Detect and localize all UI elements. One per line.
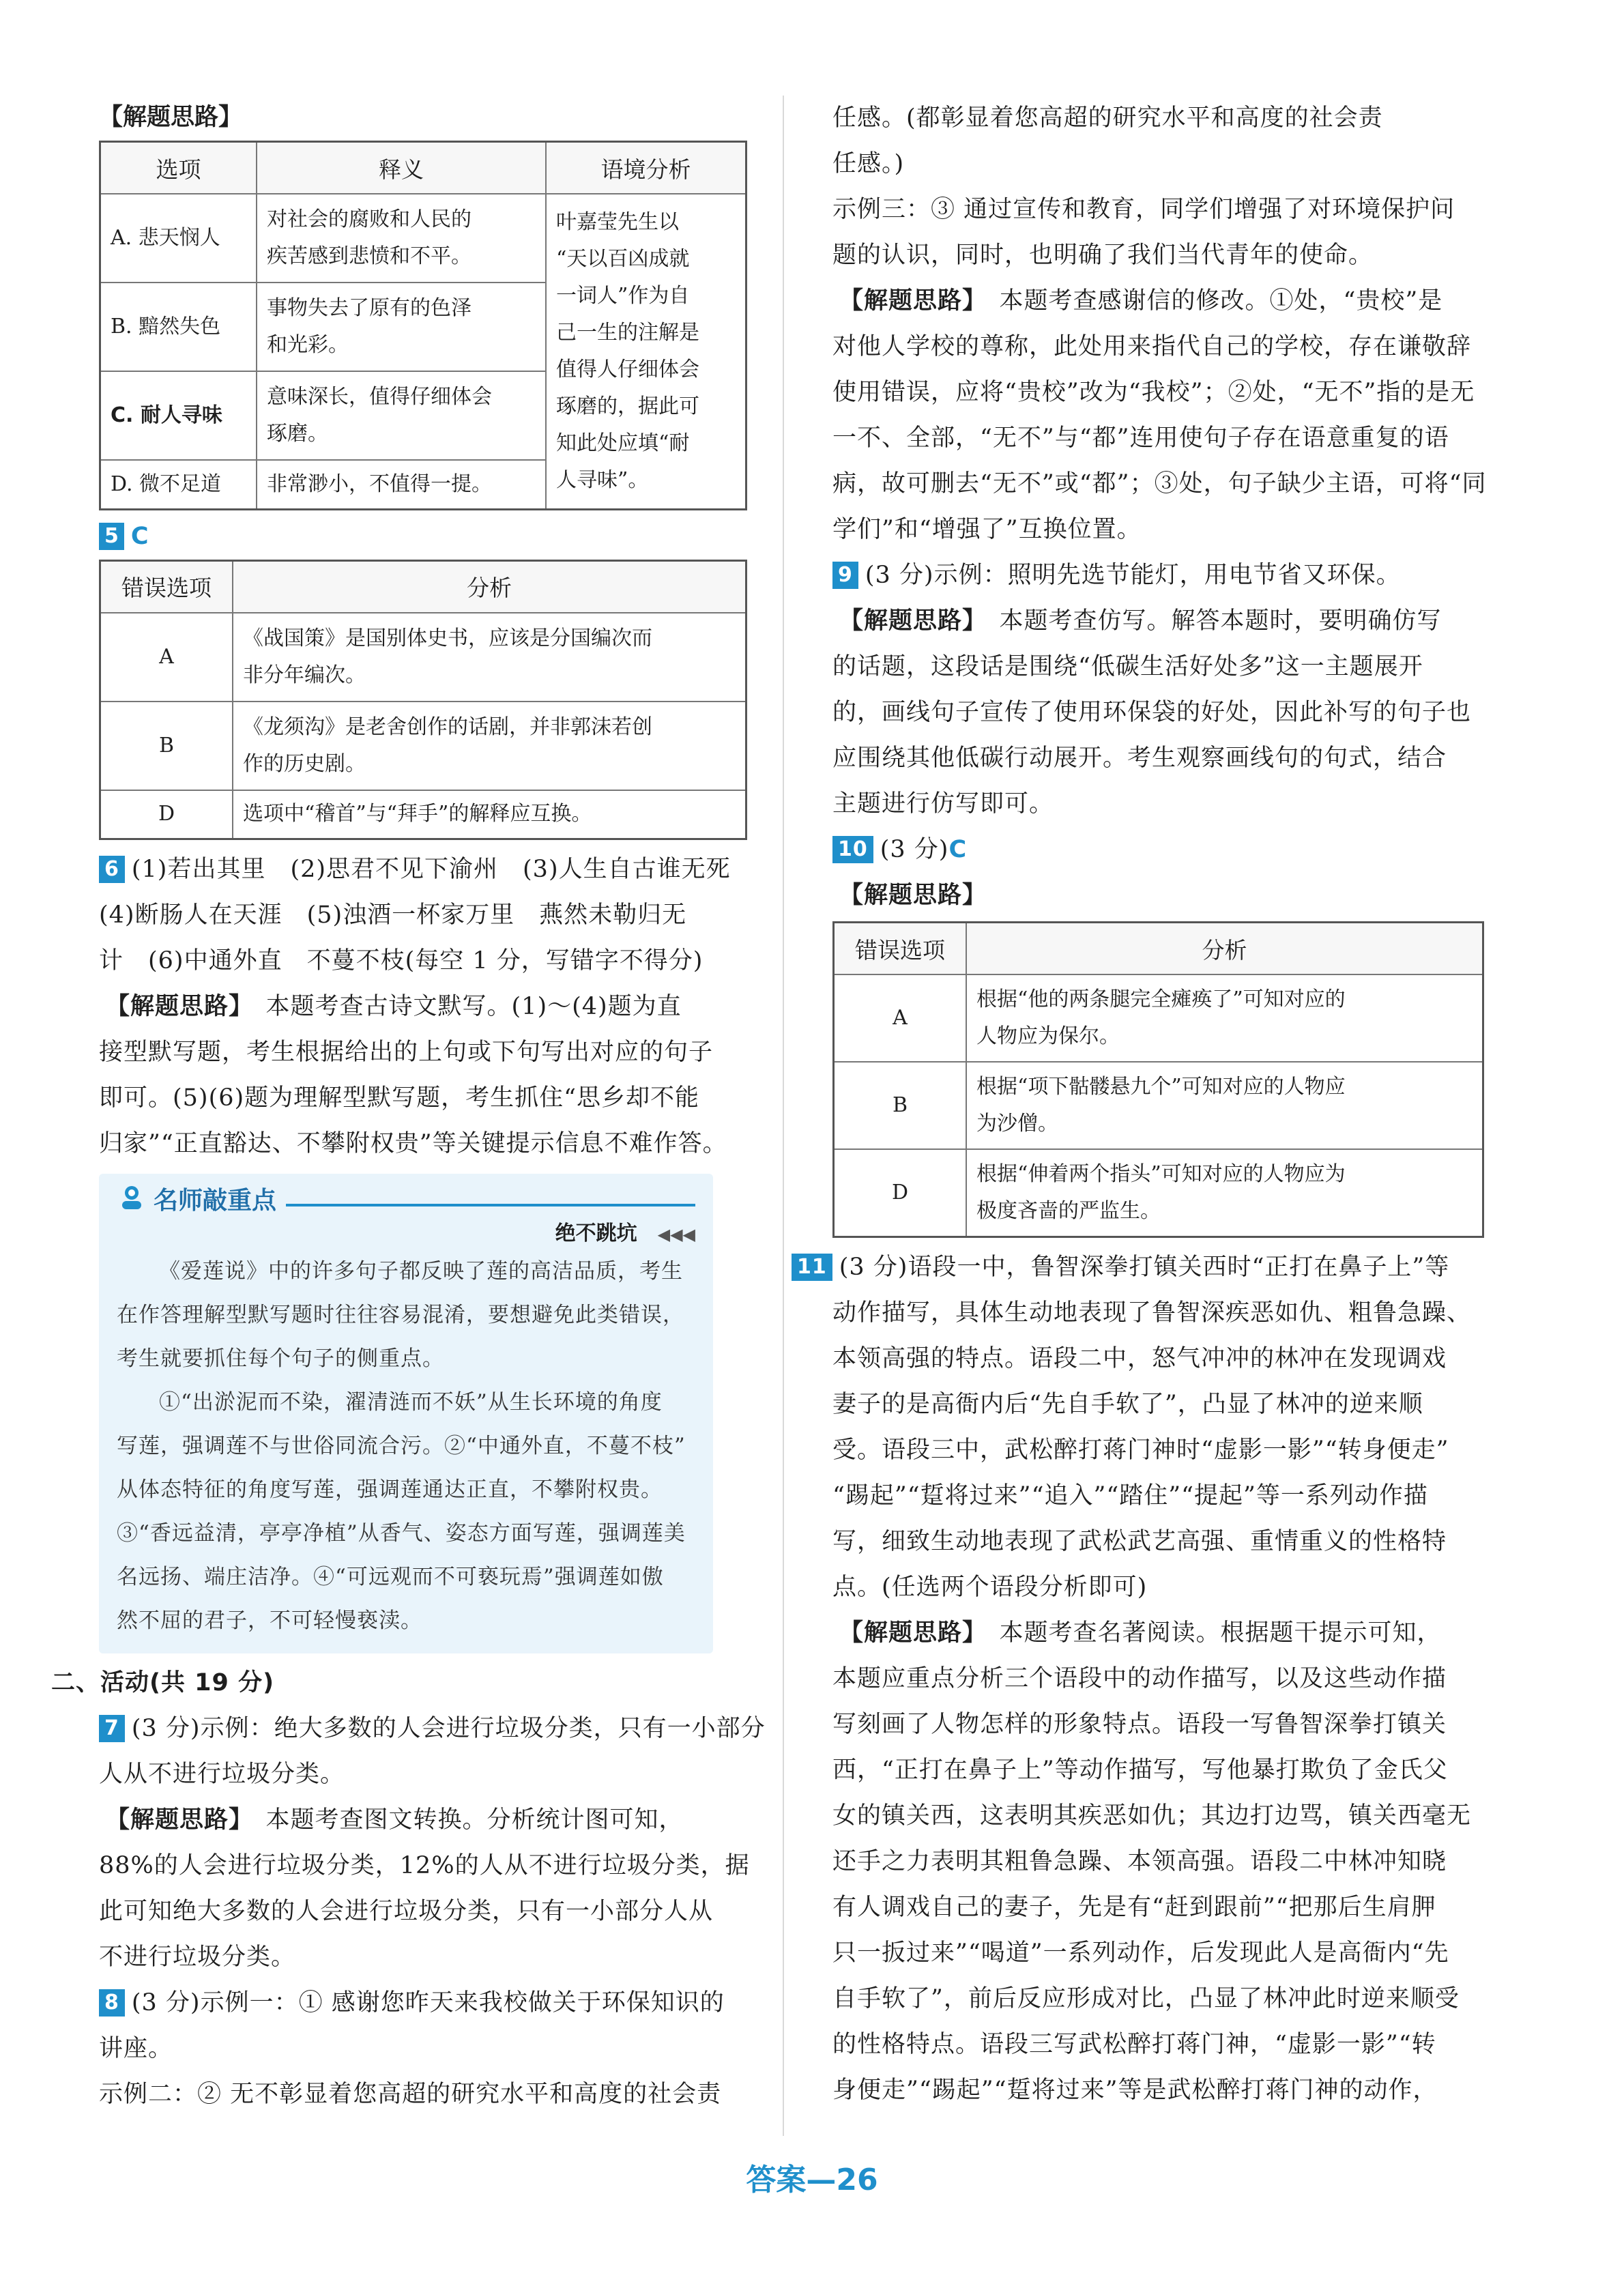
tip-line: 《爱莲说》中的许多句子都反映了莲的高洁品质，考生 [159, 1259, 683, 1284]
think-text: 本题考查名著阅读。根据题干提示可知， [974, 1619, 1442, 1647]
header-analysis: 语境分析 [546, 142, 746, 194]
table-row [100, 702, 746, 790]
definition-cell [257, 194, 546, 283]
q11-think-line: 有人调戏自己的妻子，先是有“赶到跟前”“把那后生肩胛 [832, 1893, 1436, 1921]
table-row [100, 613, 746, 702]
q11-line: 受。语段三中，武松醉打蒋门神时“虚影一影”“转身便走” [832, 1436, 1449, 1464]
think-text: 本题考查感谢信的修改。①处，“贵校”是 [974, 287, 1443, 315]
cell-line: 疾苦感到悲愤和不平。 [267, 244, 472, 268]
cell-line: 《战国策》是国别体史书，应该是分国编次而 [243, 626, 652, 650]
table-row [834, 974, 1483, 1062]
analysis-cell [966, 1149, 1483, 1237]
q6-line: 计 (6)中通外直 不蔓不枝(每空 1 分，写错字不得分) [99, 947, 704, 974]
question-number: 9 [832, 562, 858, 589]
table-header-row [100, 142, 746, 194]
question-number: 5 [99, 523, 124, 550]
q11-think-line: 还手之力表明其粗鲁急躁、本领高强。语段二中林冲知晓 [832, 1847, 1447, 1875]
q7-think-line: 88%的人会进行垃圾分类，12%的人从不进行垃圾分类，据 [99, 1852, 750, 1879]
tip-line: 写莲，强调莲不与世俗同流合污。②“中通外直，不蔓不枝” [117, 1434, 686, 1458]
q7-line: 人从不进行垃圾分类。 [99, 1761, 345, 1788]
q6-line [99, 847, 747, 893]
option-cell: D. 微不足道 [100, 460, 257, 509]
table-row [834, 1062, 1483, 1149]
tip-line: 考生就要抓住每个句子的侧重点。 [117, 1346, 444, 1371]
cell-line: 知此处应填“耐 [556, 431, 690, 455]
q10-answer: C [948, 836, 968, 863]
teacher-icon [117, 1182, 147, 1215]
analysis-cell [233, 702, 746, 790]
cell-line: 人寻味”。 [556, 467, 649, 492]
q8-line: 示例二：② 无不彰显着您高超的研究水平和高度的社会责 [99, 2081, 722, 2108]
q9-think-line: 主题进行仿写即可。 [832, 790, 1054, 818]
cell-line: 根据“伸着两个指头”可知对应的人物应为 [976, 1161, 1346, 1186]
q11-line: 写，细致生动地表现了武松武艺高强、重情重义的性格特 [832, 1527, 1447, 1555]
right-column [797, 96, 1487, 2113]
q9-line [832, 553, 1484, 598]
cell-line: 叶嘉莹先生以 [556, 209, 679, 234]
analysis-cell [546, 194, 746, 509]
q11-think [832, 1610, 1484, 1656]
think-text: 本题考查图文转换。分析统计图可知， [241, 1806, 684, 1834]
tip-title-rule [286, 1204, 695, 1206]
q9-think-line: 的，画线句子宣传了使用环保袋的好处，因此补写的句子也 [832, 699, 1472, 726]
q8-line: 题的认识，同时，也明确了我们当代青年的使命。 [832, 242, 1374, 269]
cell-line: 为沙僧。 [976, 1112, 1058, 1136]
cell-line: 琢磨的，据此可 [556, 394, 699, 418]
question-number: 10 [832, 836, 873, 863]
q10-table [832, 921, 1484, 1238]
option-cell: A. 悲天悯人 [100, 194, 257, 283]
definition-cell: 非常渺小，不值得一提。 [257, 460, 546, 509]
answer-text: (3 分)语段一中，鲁智深拳打镇关西时“正打在鼻子上”等 [839, 1253, 1450, 1281]
cell-line: 非分年编次。 [243, 663, 366, 687]
cell-line: 《龙须沟》是老舍创作的话剧，并非郭沫若创 [243, 714, 652, 739]
cell-line: 意味深长，值得仔细体会 [267, 385, 492, 409]
analysis-cell [966, 974, 1483, 1062]
option-cell: B [100, 702, 233, 790]
tip-line: 名远扬、端庄洁净。④“可远观而不可亵玩焉”强调莲如傲 [117, 1565, 664, 1589]
arrows-icon: ◀◀◀ [657, 1225, 695, 1244]
think-label: 【解题思路】 [839, 287, 975, 315]
cell-line: 己一生的注解是 [556, 320, 699, 345]
cell-line: 根据“他的两条腿完全瘫痪了”可知对应的 [976, 987, 1346, 1011]
q10-line [832, 827, 1484, 873]
q6-think-line: 接型默写题，考生根据给出的上句或下句写出对应的句子 [99, 1039, 714, 1066]
header-wrong-option: 错误选项 [834, 923, 967, 975]
q6-think [99, 984, 747, 1030]
answer-text: (3 分)示例：绝大多数的人会进行垃圾分类，只有一小部分 [131, 1715, 766, 1742]
q11-think-line: 身便走”“踢起”“踅将过来”等是武松醉打蒋门神的动作， [832, 2076, 1438, 2104]
section-heading: 二、活动(共 19 分) [51, 1669, 275, 1696]
question-number: 8 [99, 1989, 125, 2017]
definition-cell [257, 283, 546, 371]
column-divider [783, 96, 784, 2136]
option-cell: D [834, 1149, 967, 1237]
think-label: 【解题思路】 [106, 993, 242, 1020]
header-analysis: 分析 [233, 560, 746, 613]
q8-think-line: 学们”和“增强了”互换位置。 [832, 516, 1142, 543]
header-analysis: 分析 [966, 923, 1483, 975]
analysis-cell: 选项中“稽首”与“拜手”的解释应互换。 [233, 790, 746, 839]
option-cell: A [100, 613, 233, 702]
q8-line: 示例三：③ 通过宣传和教育，同学们增强了对环境保护问 [832, 196, 1455, 223]
think-text: 本题考查古诗文默写。(1)～(4)题为直 [241, 993, 682, 1020]
tip-title: 名师敲重点 [154, 1186, 277, 1215]
tip-line: ③“香远益清，亭亭净植”从香气、姿态方面写莲，强调莲美 [117, 1521, 686, 1546]
think-label: 【解题思路】 [839, 1619, 975, 1647]
teacher-tip-box [99, 1174, 713, 1653]
q6-think-line: 归家”“正直豁达、不攀附权贵”等关键提示信息不难作答。 [99, 1130, 727, 1157]
q5-table [99, 560, 747, 841]
q11-line [792, 1245, 1484, 1290]
q8-line: 任感。(都彰显着您高超的研究水平和高度的社会责 [832, 104, 1383, 132]
q7-think-line: 此可知绝大多数的人会进行垃圾分类，只有一小部分人从 [99, 1898, 714, 1925]
q11-line: 点。(任选两个语段分析即可) [832, 1573, 1148, 1601]
q11-think-line: 自手软了”，前后反应形成对比，凸显了林冲此时逆来顺受 [832, 1984, 1460, 2012]
table-row [834, 1149, 1483, 1237]
analysis-cell [966, 1062, 1483, 1149]
tip-title-row [117, 1178, 695, 1219]
q11-think-line: 女的镇关西，这表明其疾恶如仇；其边打边骂，镇关西毫无 [832, 1802, 1472, 1830]
cell-line: 人物应为保尔。 [976, 1024, 1120, 1048]
q4-think-label: 【解题思路】 [99, 104, 243, 131]
answer-text: (3 分)示例：照明先选节能灯，用电节省又环保。 [865, 562, 1401, 589]
q11-think-line: 写刻画了人物怎样的形象特点。语段一写鲁智深拳打镇关 [832, 1710, 1447, 1738]
think-label: 【解题思路】 [839, 607, 975, 635]
question-number: 6 [99, 856, 125, 883]
q11-think-line: 的性格特点。语段三写武松醉打蒋门神，“虚影一影”“转 [832, 2030, 1436, 2058]
q4-table [99, 141, 747, 510]
score-text: (3 分) [880, 836, 949, 863]
q9-think [832, 598, 1484, 644]
cell-line: 琢磨。 [267, 422, 328, 446]
cell-line: 和光彩。 [267, 333, 349, 357]
cell-line: “天以百凶成就 [556, 246, 690, 271]
q9-think-line: 应围绕其他低碳行动展开。考生观察画线句的句式，结合 [832, 745, 1447, 772]
answer-text: (3 分)示例一：① 感谢您昨天来我校做关于环保知识的 [131, 1989, 725, 2017]
q9-think-line: 的话题，这段话是围绕“低碳生活好处多”这一主题展开 [832, 653, 1423, 680]
q8-think-line: 对他人学校的尊称，此处用来指代自己的学校，存在谦敬辞 [832, 333, 1472, 360]
analysis-cell [233, 613, 746, 702]
q7-think-line: 不进行垃圾分类。 [99, 1943, 296, 1971]
q7-think [99, 1797, 747, 1843]
answer-text: (1)若出其里 (2)思君不见下渝州 (3)人生自古谁无死 [131, 856, 731, 883]
question-number: 11 [792, 1254, 832, 1281]
tip-subtitle-text: 绝不跳坑 [555, 1222, 637, 1245]
question-number: 7 [99, 1715, 125, 1742]
table-row [100, 194, 746, 283]
q8-line [99, 1980, 747, 2026]
option-cell: D [100, 790, 233, 839]
q11-line: 本领高强的特点。语段二中，怒气冲冲的林冲在发现调戏 [832, 1344, 1447, 1372]
think-label: 【解题思路】 [106, 1806, 242, 1834]
q6-think-line: 即可。(5)(6)题为理解型默写题，考生抓住“思乡却不能 [99, 1084, 700, 1112]
left-column [51, 96, 766, 2118]
tip-line: 然不屈的君子，不可轻慢亵渎。 [117, 1608, 422, 1633]
option-cell: B. 黯然失色 [100, 283, 257, 371]
tip-subtitle [117, 1219, 695, 1249]
q10-think-label: 【解题思路】 [839, 882, 987, 909]
q11-line: 动作描写，具体生动地表现了鲁智深疾恶如仇、粗鲁急躁、 [832, 1299, 1472, 1327]
q6-line: (4)断肠人在天涯 (5)浊酒一杯家万里 燕然未勒归无 [99, 901, 687, 929]
cell-line: 事物失去了原有的色泽 [267, 296, 472, 320]
tip-line: ①“出淤泥而不染，濯清涟而不妖”从生长环境的角度 [159, 1390, 663, 1415]
header-wrong-option: 错误选项 [100, 560, 233, 613]
think-text: 本题考查仿写。解答本题时，要明确仿写 [974, 607, 1442, 635]
header-definition: 释义 [257, 142, 546, 194]
cell-line: 值得人仔细体会 [556, 357, 699, 381]
cell-line: 对社会的腐败和人民的 [267, 207, 472, 231]
table-header-row [100, 560, 746, 613]
q11-think-line: 本题应重点分析三个语段中的动作描写，以及这些动作描 [832, 1664, 1447, 1692]
q7-line [99, 1706, 766, 1752]
q11-line: “踢起”“踅将过来”“追入”“踏住”“提起”等一系列动作描 [832, 1482, 1428, 1509]
definition-cell [257, 371, 546, 460]
q8-think [832, 278, 1484, 324]
table-header-row [834, 923, 1483, 975]
q8-line: 讲座。 [99, 2035, 173, 2062]
q8-think-line: 一不、全部，“无不”与“都”连用使句子存在语意重复的语 [832, 424, 1449, 452]
q8-line: 任感。) [832, 150, 905, 177]
q5-answer: C [130, 522, 149, 550]
q5-header [99, 517, 747, 555]
q8-think-line: 使用错误，应将“贵校”改为“我校”；②处，“无不”指的是无 [832, 379, 1475, 406]
header-option: 选项 [100, 142, 257, 194]
option-cell: A [834, 974, 967, 1062]
page-footer: 答案—26 [746, 2163, 878, 2197]
q11-think-line: 只一扳过来”“喝道”一系列动作，后发现此人是高衙内“先 [832, 1939, 1449, 1967]
tip-line: 在作答理解型默写题时往往容易混淆，要想避免此类错误， [117, 1303, 684, 1327]
option-cell: C. 耐人寻味 [100, 371, 257, 460]
tip-line: 从体态特征的角度写莲，强调莲通达正直，不攀附权贵。 [117, 1477, 663, 1502]
cell-line: 根据“项下骷髅悬九个”可知对应的人物应 [976, 1075, 1346, 1099]
cell-line: 一词人”作为自 [556, 283, 690, 308]
q11-line: 妻子的是高衙内后“先自手软了”，凸显了林冲的逆来顺 [832, 1390, 1423, 1418]
table-row [100, 790, 746, 839]
option-cell: B [834, 1062, 967, 1149]
cell-line: 极度吝啬的严监生。 [976, 1198, 1161, 1223]
q8-think-line: 病，故可删去“无不”或“都”；③处，句子缺少主语，可将“同 [832, 470, 1487, 497]
cell-line: 作的历史剧。 [243, 751, 366, 776]
q11-think-line: 西，“正打在鼻子上”等动作描写，写他暴打欺负了金氏父 [832, 1756, 1448, 1784]
